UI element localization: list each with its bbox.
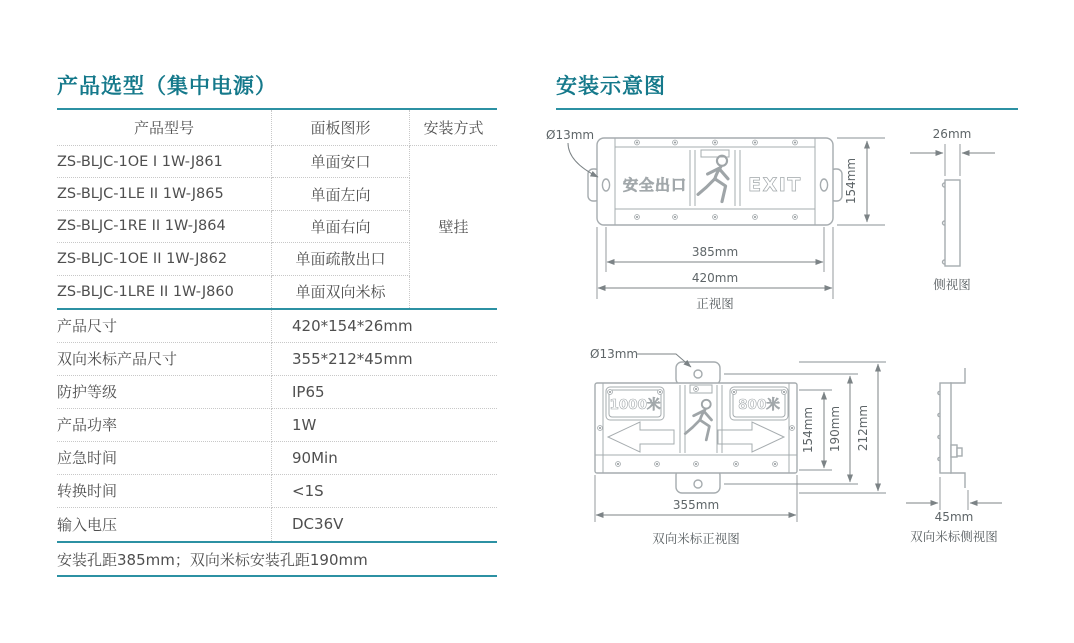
model-cell: ZS-BLJC-1OE I 1W-J861 xyxy=(57,146,272,178)
panel-cell: 单面疏散出口 xyxy=(272,243,410,275)
dim-label-width: 355mm xyxy=(672,498,720,512)
mounting-cell: 壁挂 xyxy=(438,218,469,237)
spec-label: 应急时间 xyxy=(57,442,272,475)
spec-value: IP65 xyxy=(272,376,497,409)
spec-label: 产品尺寸 xyxy=(57,310,272,343)
spec-label: 双向米标产品尺寸 xyxy=(57,343,272,376)
dim-label-height: 154mm xyxy=(844,157,858,205)
dim-label-hole-spacing: 385mm xyxy=(691,245,739,259)
col-header-panel: 面板图形 xyxy=(272,110,410,146)
spec-table xyxy=(57,310,497,543)
dim-label-depth: 45mm xyxy=(934,510,974,524)
dim-label-hole-spacing: 190mm xyxy=(828,405,842,453)
product-selection-section xyxy=(57,70,497,577)
dim-label-total-height: 212mm xyxy=(856,404,870,452)
mounting-hole xyxy=(602,179,609,191)
mounting-hole xyxy=(694,480,702,488)
dim-label-depth: 26mm xyxy=(932,127,972,141)
installation-section xyxy=(556,70,1018,110)
left-section-title: 产品选型（集中电源） xyxy=(57,70,497,110)
spec-value: 355*212*45mm xyxy=(272,343,497,376)
meter-side-view-caption: 双向米标侧视图 xyxy=(910,529,998,544)
product-selection-table xyxy=(57,110,497,310)
col-header-model: 产品型号 xyxy=(57,110,272,146)
exit-sign-cn-text: 安全出口 xyxy=(622,176,688,194)
model-cell: ZS-BLJC-1RE II 1W-J864 xyxy=(57,211,272,243)
meter-left-text: 1000米 xyxy=(609,397,661,413)
spec-label: 输入电压 xyxy=(57,508,272,541)
dim-label-hole-dia: Ø13mm xyxy=(546,128,595,142)
mounting-hole xyxy=(820,179,827,191)
dim-label-width: 420mm xyxy=(691,271,739,285)
panel-cell: 单面双向米标 xyxy=(272,276,410,308)
right-section-title: 安装示意图 xyxy=(556,70,1018,110)
model-cell: ZS-BLJC-1LRE II 1W-J860 xyxy=(57,276,272,308)
dim-label-panel-height: 154mm xyxy=(801,406,815,454)
meter-side-view-drawing xyxy=(906,368,1002,544)
spec-label: 产品功率 xyxy=(57,409,272,442)
spec-label: 转换时间 xyxy=(57,475,272,508)
side-view-caption: 侧视图 xyxy=(933,277,971,292)
meter-front-view-drawing xyxy=(590,347,886,546)
spec-value: 1W xyxy=(272,409,497,442)
cable-gland xyxy=(951,445,957,457)
side-view-drawing xyxy=(910,127,995,292)
front-view-caption: 正视图 xyxy=(696,296,734,311)
dim-label-hole-dia: Ø13mm xyxy=(590,347,639,361)
model-cell: ZS-BLJC-1LE II 1W-J865 xyxy=(57,178,272,210)
spec-label: 防护等级 xyxy=(57,376,272,409)
leader-line xyxy=(636,354,691,367)
meter-front-view-caption: 双向米标正视图 xyxy=(652,531,740,546)
leader-line xyxy=(568,143,598,177)
installation-diagram xyxy=(540,112,1074,590)
spec-value: 90Min xyxy=(272,442,497,475)
model-cell: ZS-BLJC-1OE II 1W-J862 xyxy=(57,243,272,275)
spec-value: DC36V xyxy=(292,515,344,534)
table-footer-note: 安装孔距385mm；双向米标安装孔距190mm xyxy=(57,543,497,577)
spec-value: 420*154*26mm xyxy=(272,310,497,343)
meter-right-text: 800米 xyxy=(738,397,780,413)
panel-cell: 单面安口 xyxy=(272,146,410,178)
spec-value: <1S xyxy=(272,475,497,508)
exit-sign-en-text: EXIT xyxy=(748,174,802,196)
cable-gland xyxy=(957,448,962,456)
panel-cell: 单面右向 xyxy=(272,211,410,243)
front-view-drawing xyxy=(546,128,885,311)
col-header-mounting: 安装方式 xyxy=(410,110,497,146)
panel-cell: 单面左向 xyxy=(272,178,410,210)
